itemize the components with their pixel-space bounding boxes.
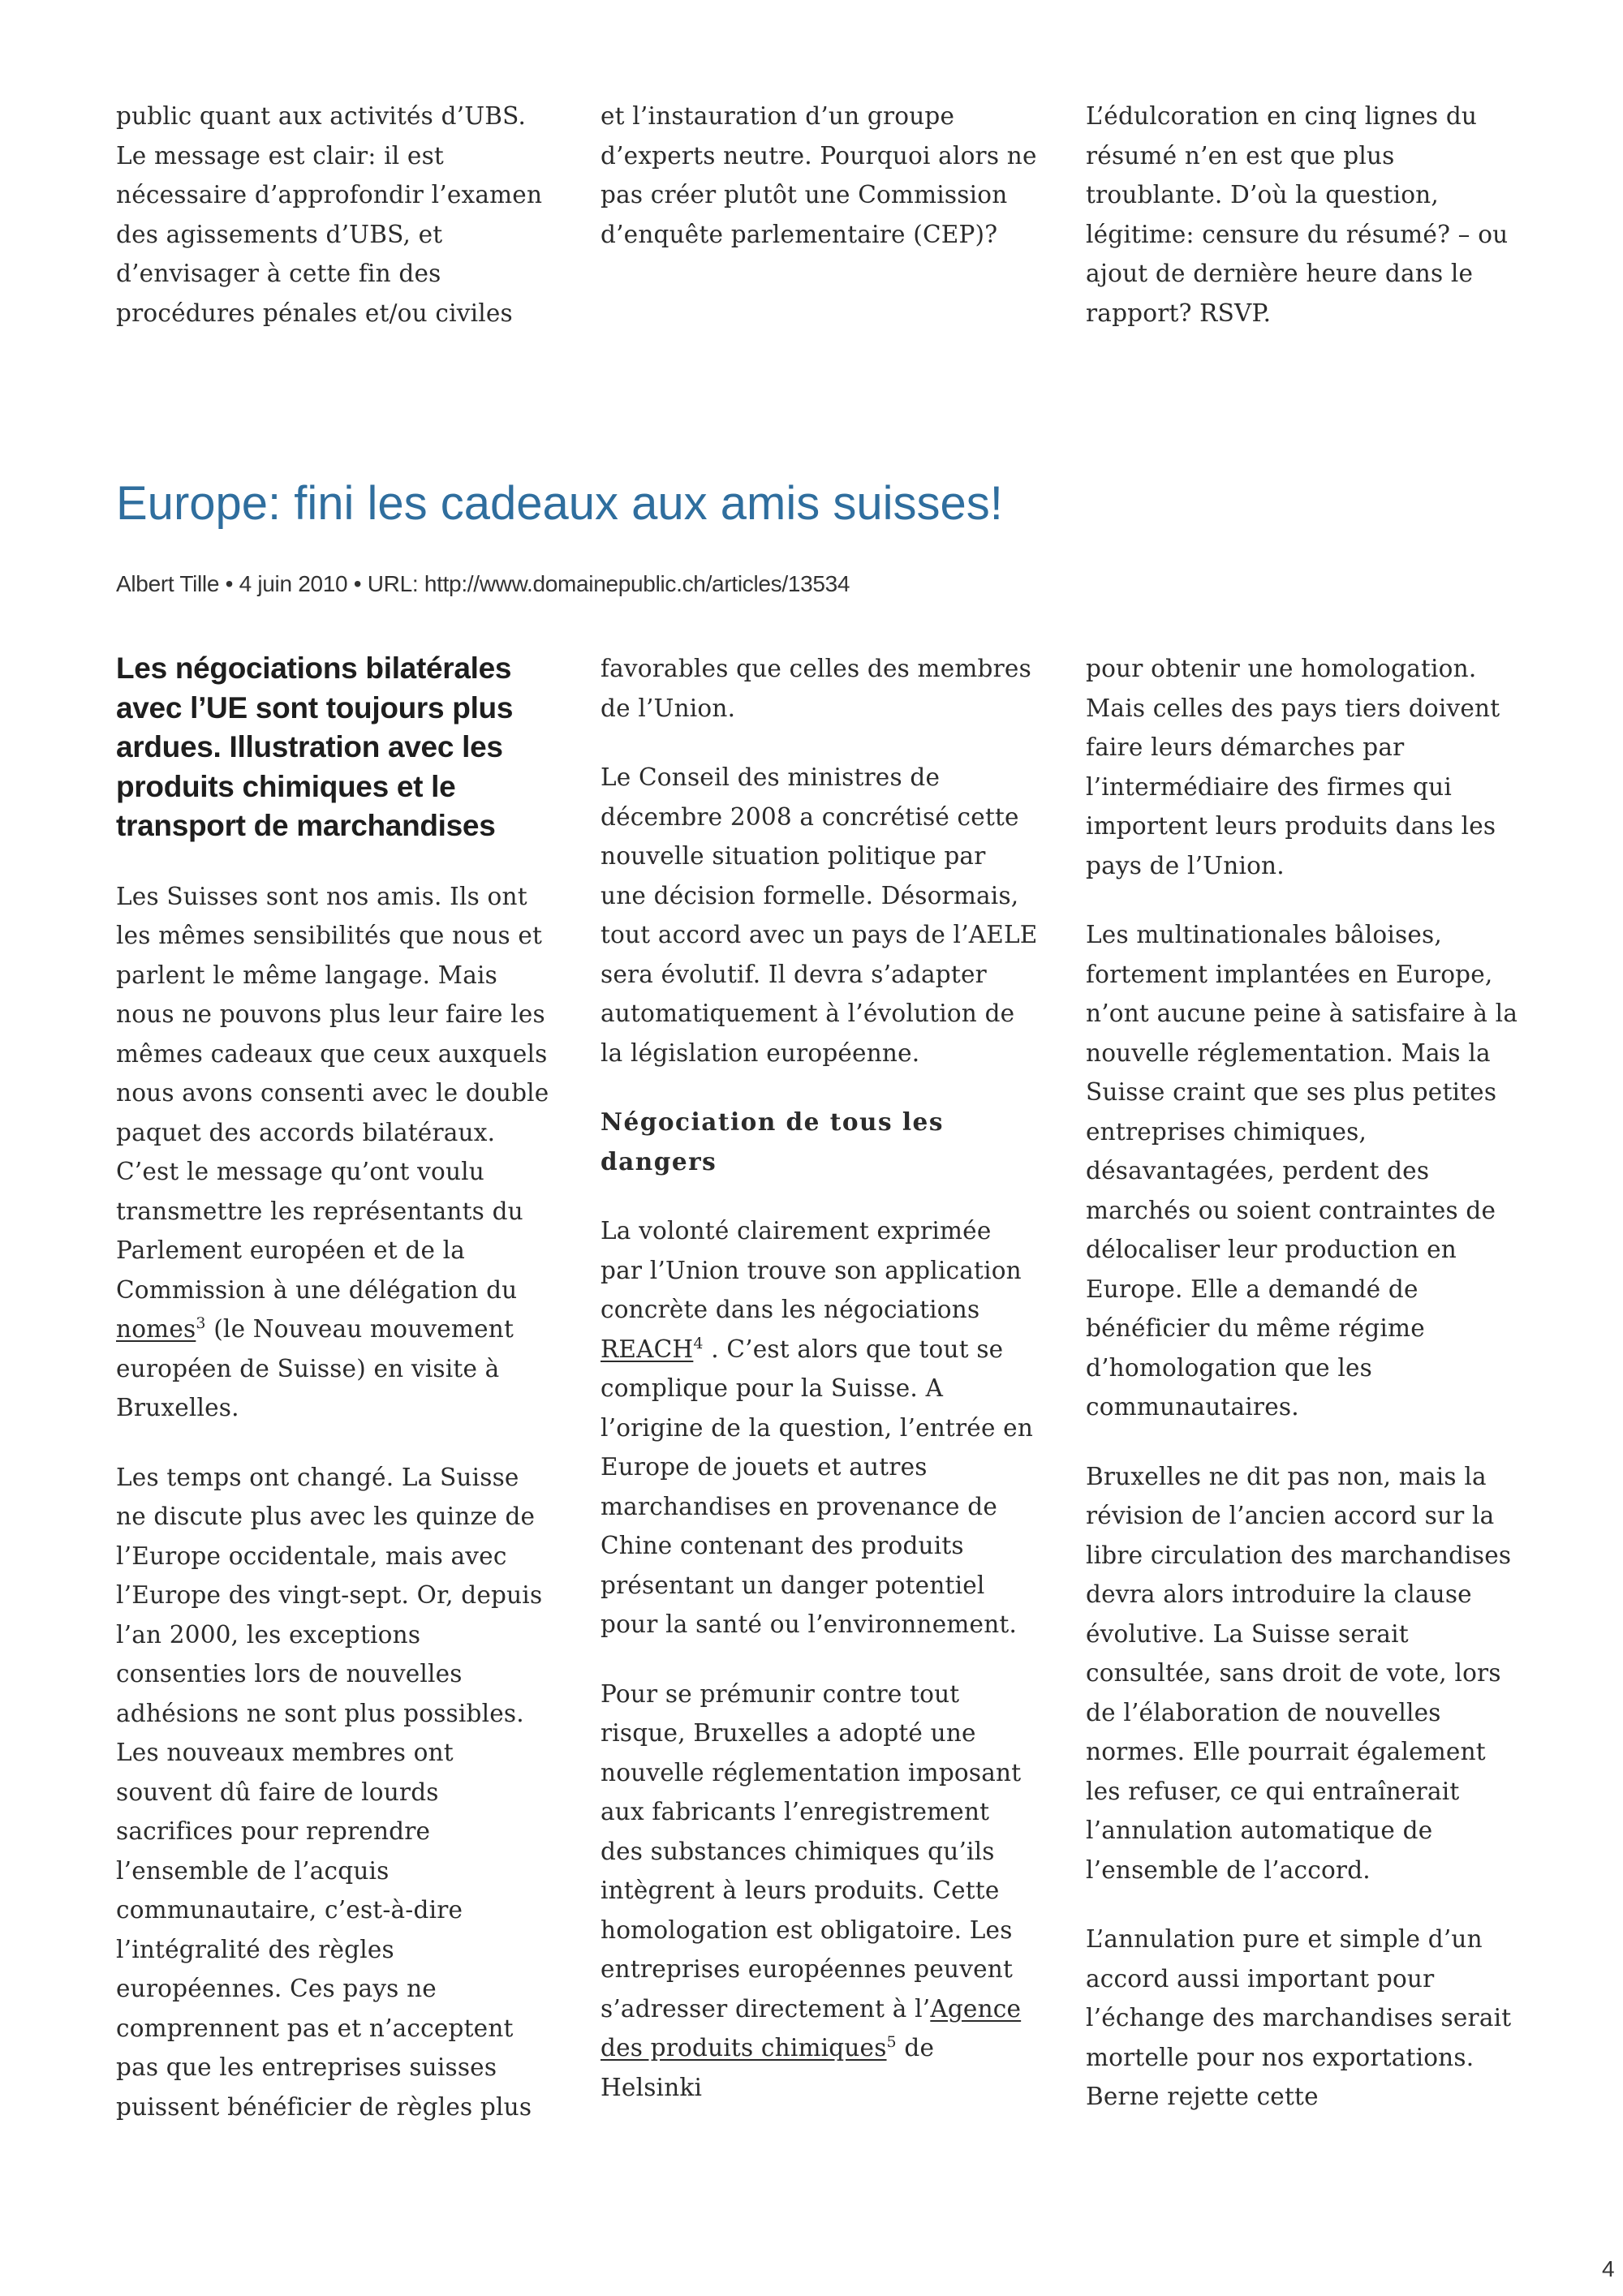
footnote-marker: 3: [196, 1314, 206, 1333]
previous-article-column-3: [1086, 97, 1524, 333]
article-lead: Les négociations bilatérales avec l’UE sont toujours plus ardues. Illustration avec les produits chimiques et le transport de marchandises: [116, 651, 514, 842]
paragraph-text: (le Nouveau mouvement européen de Suisse) en visite à Bruxelles.: [116, 1315, 514, 1421]
paragraph-text: Les Suisses sont nos amis. Ils ont les mêmes sensibilités que nous et parlent le même langage. Mais nous ne pouvons plus leur faire les mêmes cadeaux que ceux auxquels nous avons consenti avec le double paquet des accords bilatéraux. C’est le message qu’ont voulu transmettre les représentants du Parlement européen et de la Commission à une délégation du: [116, 882, 549, 1304]
paragraph: favorables que celles des membres de l’Union.: [601, 655, 1031, 722]
paragraph-text: Pour se prémunir contre tout risque, Bruxelles a adopté une nouvelle réglementation imposant aux fabricants l’enregistrement des substances chimiques qu’ils intègrent à leurs produits. Cette homologation est obligatoire. Les entreprises européennes peuvent s’adresser directement à l’: [601, 1679, 1022, 2023]
paragraph: Les temps ont changé. La Suisse ne discute plus avec les quinze de l’Europe occidentale, mais avec l’Europe des vingt-sept. Or, depuis l’an 2000, les exceptions consenties lors de nouvelles adhésions ne sont plus possibles. Les nouveaux membres ont souvent dû faire de lourds sacrifices pour reprendre l’ensemble de l’acquis communautaire, c’est-à-dire l’intégralité des règles européennes. Ces pays ne comprennent pas et n’acceptent pas que les entreprises suisses puissent bénéficier de règles plus: [116, 1463, 543, 2121]
agence-produits-chimiques-link[interactable]: Agence des produits chimiques: [601, 1994, 1022, 2062]
article-column-2: [601, 649, 1039, 2107]
paragraph-text: de Helsinki: [601, 2034, 935, 2101]
paragraph: L’annulation pure et simple d’un accord aussi important pour l’échange des marchandises serait mortelle pour nos exportations. Berne rejette cette: [1086, 1925, 1512, 2110]
previous-article-column-2: [601, 97, 1039, 254]
paragraph: L’édulcoration en cinq lignes du résumé n’en est que plus troublante. D’où la question, légitime: censure du résumé? – ou ajout de dernière heure dans le rapport? RSVP.: [1086, 102, 1509, 327]
paragraph: pour obtenir une homologation. Mais celles des pays tiers doivent faire leurs démarches par l’intermédiaire des firmes qui importent leurs produits dans les pays de l’Union.: [1086, 655, 1500, 879]
article-title: Europe: fini les cadeaux aux amis suisses!: [116, 477, 1003, 530]
nomes-link[interactable]: nomes: [116, 1315, 196, 1343]
article-column-1: [116, 649, 554, 2126]
previous-article-column-1: [116, 97, 554, 333]
paragraph: Bruxelles ne dit pas non, mais la révision de l’ancien accord sur la libre circulation des marchandises devra alors introduire la clause évolutive. La Suisse serait consultée, sans droit de vote, lors de l’élaboration de nouvelles normes. Elle pourrait également les refuser, ce qui entraînerait l’annulation automatique de l’ensemble de l’accord.: [1086, 1462, 1512, 1884]
paragraph: Le Conseil des ministres de décembre 2008 a concrétisé cette nouvelle situation politique par une décision formelle. Désormais, tout accord avec un pays de l’AELE sera évolutif. Il devra s’adapter automatiquement à l’évolution de la législation européenne.: [601, 763, 1038, 1067]
article-column-3: [1086, 649, 1524, 2117]
footnote-marker: 4: [693, 1334, 704, 1352]
reach-link[interactable]: REACH: [601, 1335, 694, 1363]
paragraph-text: . C’est alors que tout se complique pour la Suisse. A l’origine de la question, l’entrée en Europe de jouets et autres marchandises en provenance de Chine contenant des produits présentant un danger potentiel pour la santé ou l’environnement.: [601, 1335, 1034, 1638]
paragraph: Les multinationales bâloises, fortement implantées en Europe, n’ont aucune peine à satisfaire à la nouvelle réglementation. Mais la Suisse craint que ses plus petites entreprises chimiques, désavantagées, perdent des marchés ou soient contraintes de délocaliser leur production en Europe. Elle a demandé de bénéficier du même régime d’homologation que les communautaires.: [1086, 921, 1518, 1421]
paragraph: [116, 877, 554, 1428]
page-number: 4: [1602, 2256, 1615, 2281]
paragraph: et l’instauration d’un groupe d’experts neutre. Pourquoi alors ne pas créer plutôt une Commission d’enquête parlementaire (CEP)?: [601, 102, 1037, 248]
article-byline: Albert Tille • 4 juin 2010 • URL: http://www.domainepublic.ch/articles/13534: [116, 571, 850, 596]
paragraph-text: La volonté clairement exprimée par l’Union trouve son application concrète dans les négociations: [601, 1217, 1022, 1323]
section-subheading: Négociation de tous les dangers: [601, 1107, 944, 1176]
paragraph: [601, 1675, 1039, 2108]
paragraph: public quant aux activités d’UBS. Le message est clair: il est nécessaire d’approfondir l’examen des agissements d’UBS, et d’envisager à cette fin des procédures pénales et/ou civiles: [116, 102, 543, 327]
footnote-marker: 5: [886, 2033, 897, 2052]
paragraph: [601, 1211, 1039, 1645]
